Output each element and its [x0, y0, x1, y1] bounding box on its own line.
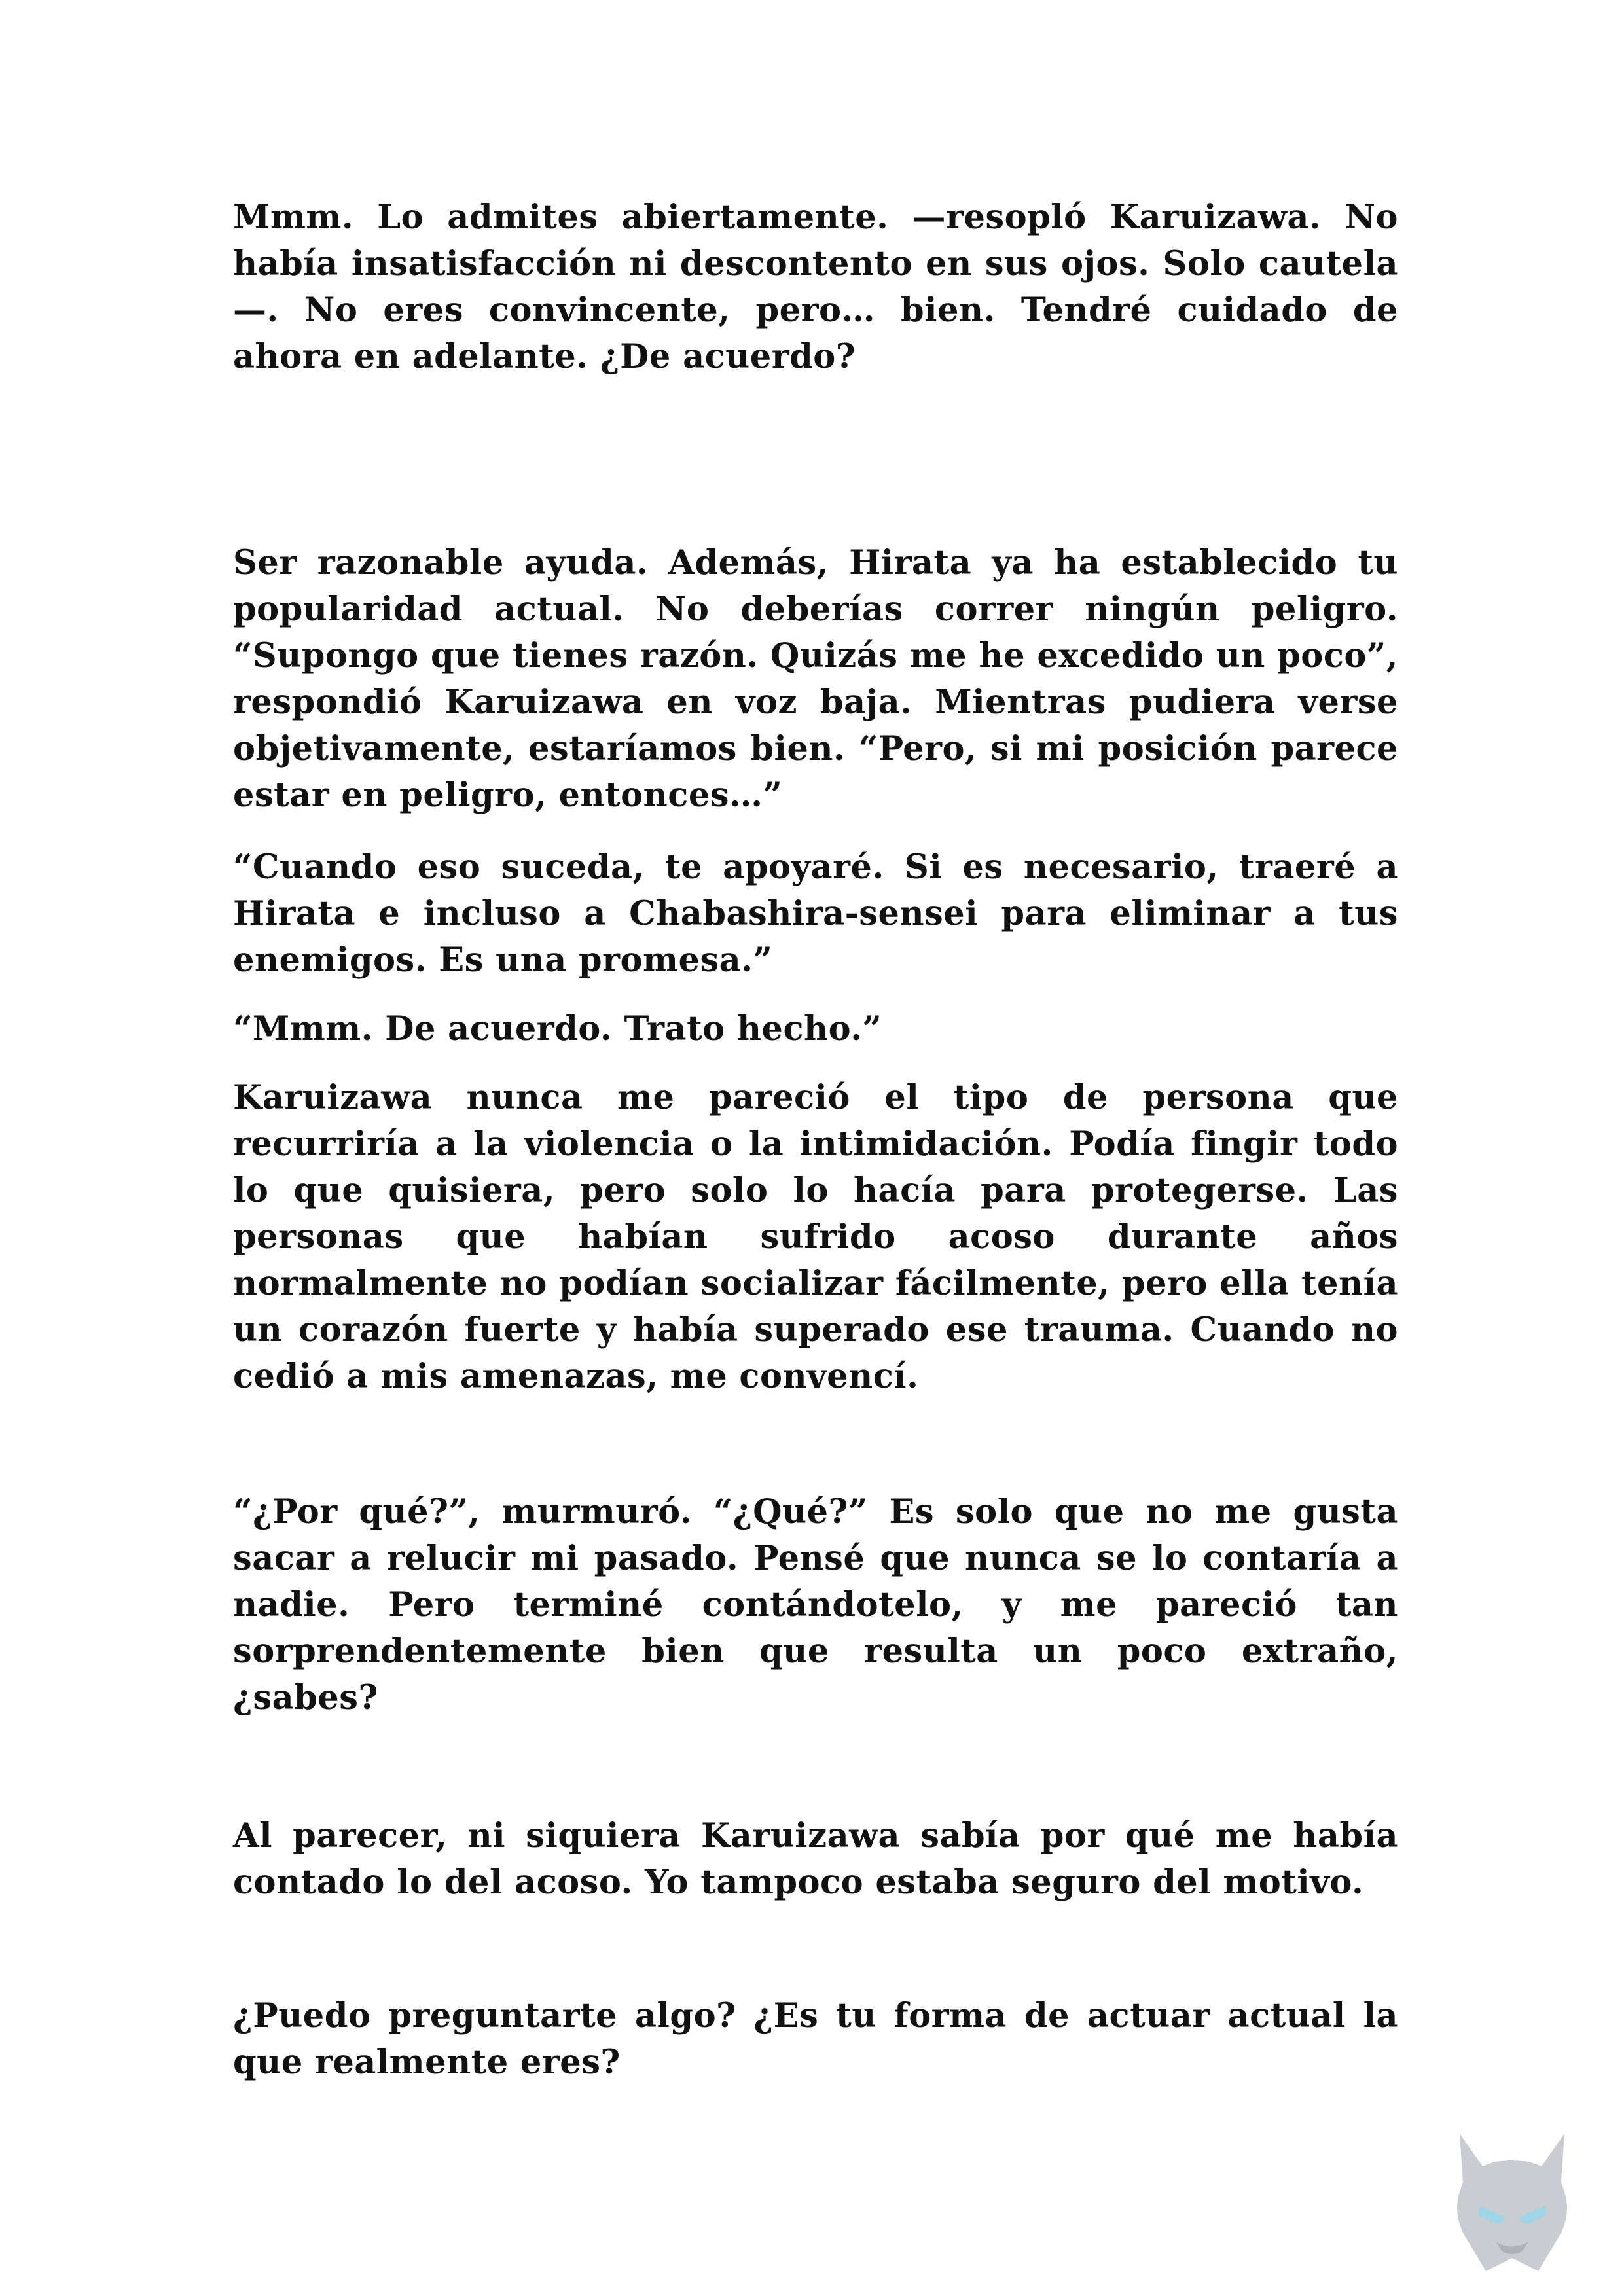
paragraph-6: “¿Por qué?”, murmuró. “¿Qué?” Es solo que no me gusta sacar a relucir mi pasado. Pensé que nunca se lo contaría a nadie. Pero terminé contándotelo, y me pareció tan sorprendentemente bien que resulta un poco extraño, ¿sabes?: [233, 1492, 1398, 1717]
paragraph-5: Karuizawa nunca me pareció el tipo de persona que recurriría a la violencia o la intimidación. Podía fingir todo lo que quisiera, pero solo lo hacía para protegerse. Las personas que habían sufrido acoso durante años normalmente no podían socializar fácilmente, pero ella tenía un corazón fuerte y había superado ese trauma. Cuando no cedió a mis amenazas, me convencí.: [233, 1078, 1398, 1396]
paragraph-8: ¿Puedo preguntarte algo? ¿Es tu forma de actuar actual la que realmente eres?: [233, 1996, 1398, 2082]
paragraph-4: “Mmm. De acuerdo. Trato hecho.”: [233, 1009, 882, 1049]
demon-head-logo-icon: [1434, 2121, 1591, 2278]
paragraph-1: Mmm. Lo admites abiertamente. —resopló Karuizawa. No había insatisfacción ni descontento en sus ojos. Solo cautela—. No eres convincente, pero… bien. Tendré cuidado de ahora en adelante. ¿De acuerdo?: [233, 198, 1398, 376]
paragraph-7: Al parecer, ni siquiera Karuizawa sabía por qué me había contado lo del acoso. Yo tampoco estaba seguro del motivo.: [233, 1816, 1398, 1902]
paragraph-2: Ser razonable ayuda. Además, Hirata ya ha establecido tu popularidad actual. No deberías correr ningún peligro. “Supongo que tienes razón. Quizás me he excedido un poco”, respondió Karuizawa en voz baja. Mientras pudiera verse objetivamente, estaríamos bien. “Pero, si mi posición parece estar en peligro, entonces…”: [233, 543, 1398, 815]
paragraph-3: “Cuando eso suceda, te apoyaré. Si es necesario, traeré a Hirata e incluso a Chabashira-sensei para eliminar a tus enemigos. Es una promesa.”: [233, 848, 1398, 980]
